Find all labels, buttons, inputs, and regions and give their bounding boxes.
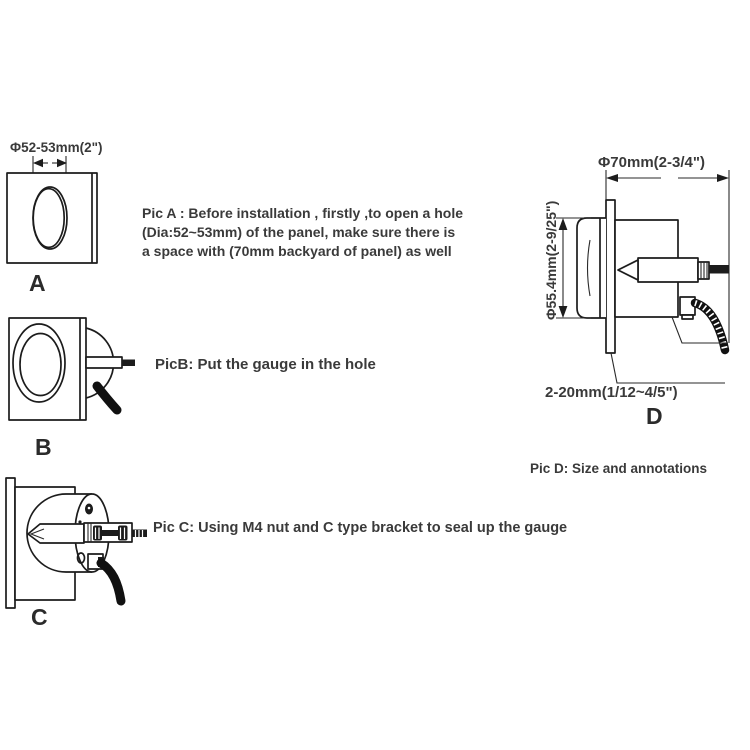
pic-b-figure [9, 318, 376, 460]
pic-a-arrowhead-left [33, 159, 43, 167]
pic-d-figure [530, 154, 729, 476]
pic-c-figure [6, 478, 567, 630]
pic-c-bracket-bar [28, 524, 84, 543]
pic-d-panel [606, 200, 615, 353]
pic-d-panel-thickness-label: 2-20mm(1/12~4/5") [545, 384, 678, 401]
pic-c-dot-detail [78, 520, 81, 523]
pic-d-connector-tab [682, 315, 693, 319]
pic-a-figure [7, 140, 463, 296]
pic-a-caption-line-3: a space with (70mm backyard of panel) as well [142, 243, 452, 259]
pic-c-screw-highlight [88, 507, 91, 510]
pic-d-leader-panel-thickness [611, 353, 725, 383]
pic-c-wire [101, 563, 121, 601]
pic-c-stud-shaft [102, 530, 118, 536]
pic-c-label: C [31, 604, 48, 630]
pic-b-sensor-stem [86, 357, 122, 368]
pic-d-bezel [577, 218, 606, 318]
pic-b-wire [97, 386, 117, 410]
pic-b-label: B [35, 434, 52, 460]
pic-d-bezel-diameter-label: Φ55.4mm(2-9/25") [543, 200, 559, 320]
pic-d-arrowhead-left [606, 174, 618, 182]
pic-d-arrowhead-down [559, 306, 568, 318]
pic-d-diameter-label: Φ70mm(2-3/4") [598, 154, 705, 171]
pic-b-sensor-tip [122, 360, 135, 367]
pic-a-label: A [29, 270, 46, 296]
pic-d-plug-cable [709, 265, 729, 274]
pic-d-sensor-plug-body [638, 258, 698, 282]
pic-a-caption-line-1: Pic A : Before installation , firstly ,to open a hole [142, 205, 464, 221]
pic-d-caption: Pic D: Size and annotations [530, 461, 708, 476]
pic-c-caption: Pic C: Using M4 nut and C type bracket to seal up the gauge [153, 520, 568, 536]
pic-d-arrowhead-up [559, 218, 568, 230]
pic-c-m4-nut-1 [93, 526, 102, 541]
pic-c-panel-edge [6, 478, 15, 608]
pic-b-caption: PicB: Put the gauge in the hole [155, 356, 376, 373]
pic-a-caption-line-2: (Dia:52~53mm) of the panel, make sure there is [142, 224, 456, 240]
pic-c-m4-nut-2 [118, 526, 128, 541]
pic-d-arrowhead-right [717, 174, 729, 182]
pic-a-dimension-label: Φ52-53mm(2") [10, 140, 103, 155]
pic-d-label: D [646, 403, 663, 429]
